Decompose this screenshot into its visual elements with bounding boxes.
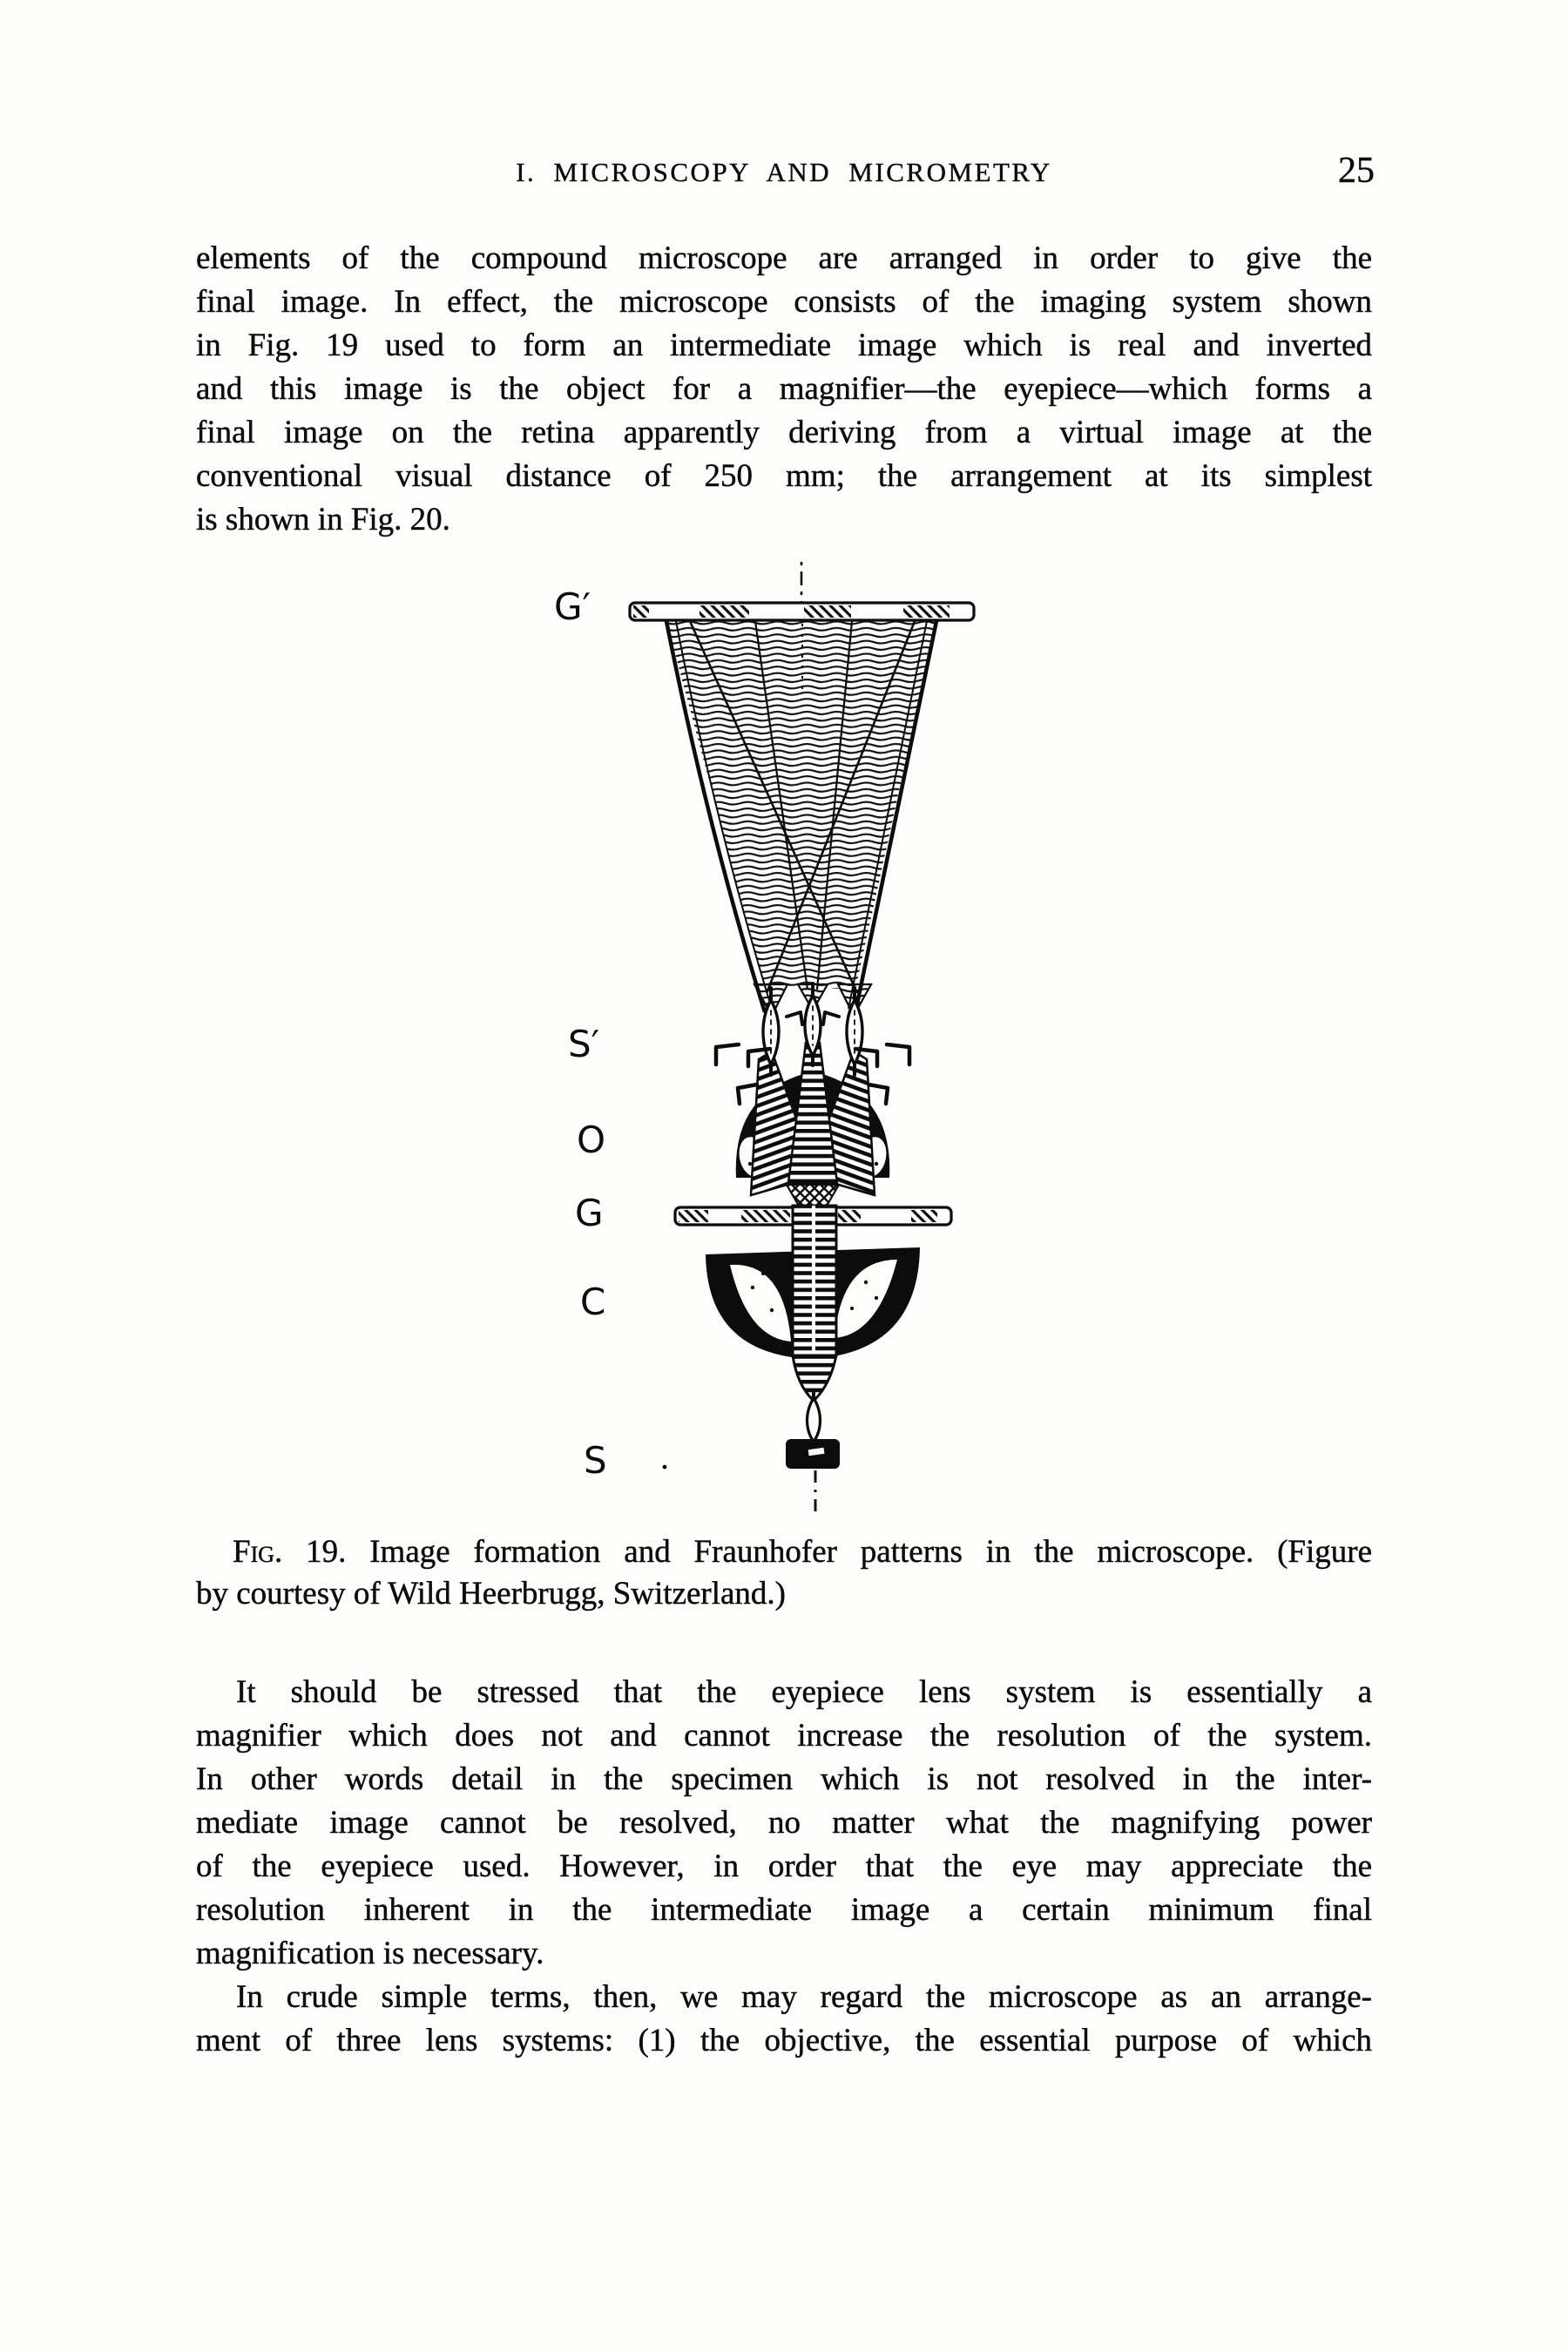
figure-label-source: S <box>584 1439 607 1482</box>
figure-caption-line-2: by courtesy of Wild Heerbrugg, Switzerland.) <box>196 1576 787 1612</box>
figure-label-intermediate-image: S′ <box>568 1023 600 1065</box>
text-line: in Fig. 19 used to form an intermediate image which is real and inverted <box>196 328 1372 363</box>
objective-lens <box>736 1071 890 1179</box>
text-line: resolution inherent in the intermediate image a certain minimum final <box>196 1892 1372 1928</box>
figure-caption-text: Image formation and Fraunhofer patterns in the microscope. (Figure <box>369 1534 1373 1570</box>
text-line: and this image is the object for a magnifier—the eyepiece—which forms a <box>196 371 1372 407</box>
fraunhofer-diagram <box>483 533 1102 1544</box>
figure-caption-number: Fig. 19. <box>233 1534 347 1570</box>
text-line: In other words detail in the specimen which is not resolved in the inter- <box>196 1761 1372 1797</box>
text-line: In crude simple terms, then, we may regard the microscope as an arrange- <box>236 1979 1372 2015</box>
text-line: final image on the retina apparently deriving from a virtual image at the <box>196 415 1372 450</box>
text-line: ment of three lens systems: (1) the objective, the essential purpose of which <box>196 2023 1372 2058</box>
text-line: mediate image cannot be resolved, no matter what the magnifying power <box>196 1805 1372 1841</box>
figure-label-image-plane: G′ <box>554 585 591 628</box>
figure-caption-line-1 <box>196 1531 1372 1573</box>
text-line: magnifier which does not and cannot increase the resolution of the system. <box>196 1718 1372 1754</box>
text-line: is shown in Fig. 20. <box>196 502 450 537</box>
paragraph-3 <box>196 1976 1372 2063</box>
figure-label-condenser: C <box>580 1281 606 1323</box>
text-line: of the eyepiece used. However, in order that the eye may appreciate the <box>196 1848 1372 1884</box>
paragraph-1 <box>196 237 1372 542</box>
condenser-lens <box>706 1247 920 1359</box>
text-line: conventional visual distance of 250 mm; the arrangement at its simplest <box>196 458 1372 494</box>
text-line: final image. In effect, the microscope consists of the imaging system shown <box>196 284 1372 320</box>
text-line: It should be stressed that the eyepiece lens system is essentially a <box>236 1674 1372 1710</box>
figure-label-grating: G <box>575 1192 604 1234</box>
optical-axis-lower <box>663 1465 815 1517</box>
paragraph-2 <box>196 1671 1372 1976</box>
running-head: I. MICROSCOPY AND MICROMETRY <box>516 157 1052 187</box>
wavefront-fan <box>666 621 936 1016</box>
text-line: elements of the compound microscope are arranged in order to give the <box>196 240 1372 276</box>
figure-caption <box>196 1531 1372 1615</box>
specimen-slide-bar <box>675 1207 951 1225</box>
light-source <box>786 1390 840 1469</box>
illumination-column <box>793 1206 836 1401</box>
text-line: magnification is necessary. <box>196 1936 544 1971</box>
figure-label-objective: O <box>577 1119 606 1161</box>
image-plane-bar <box>630 603 974 620</box>
page-number: 25 <box>1338 151 1375 191</box>
diffraction-cones <box>751 1043 875 1218</box>
airy-disk-patterns <box>716 983 909 1104</box>
